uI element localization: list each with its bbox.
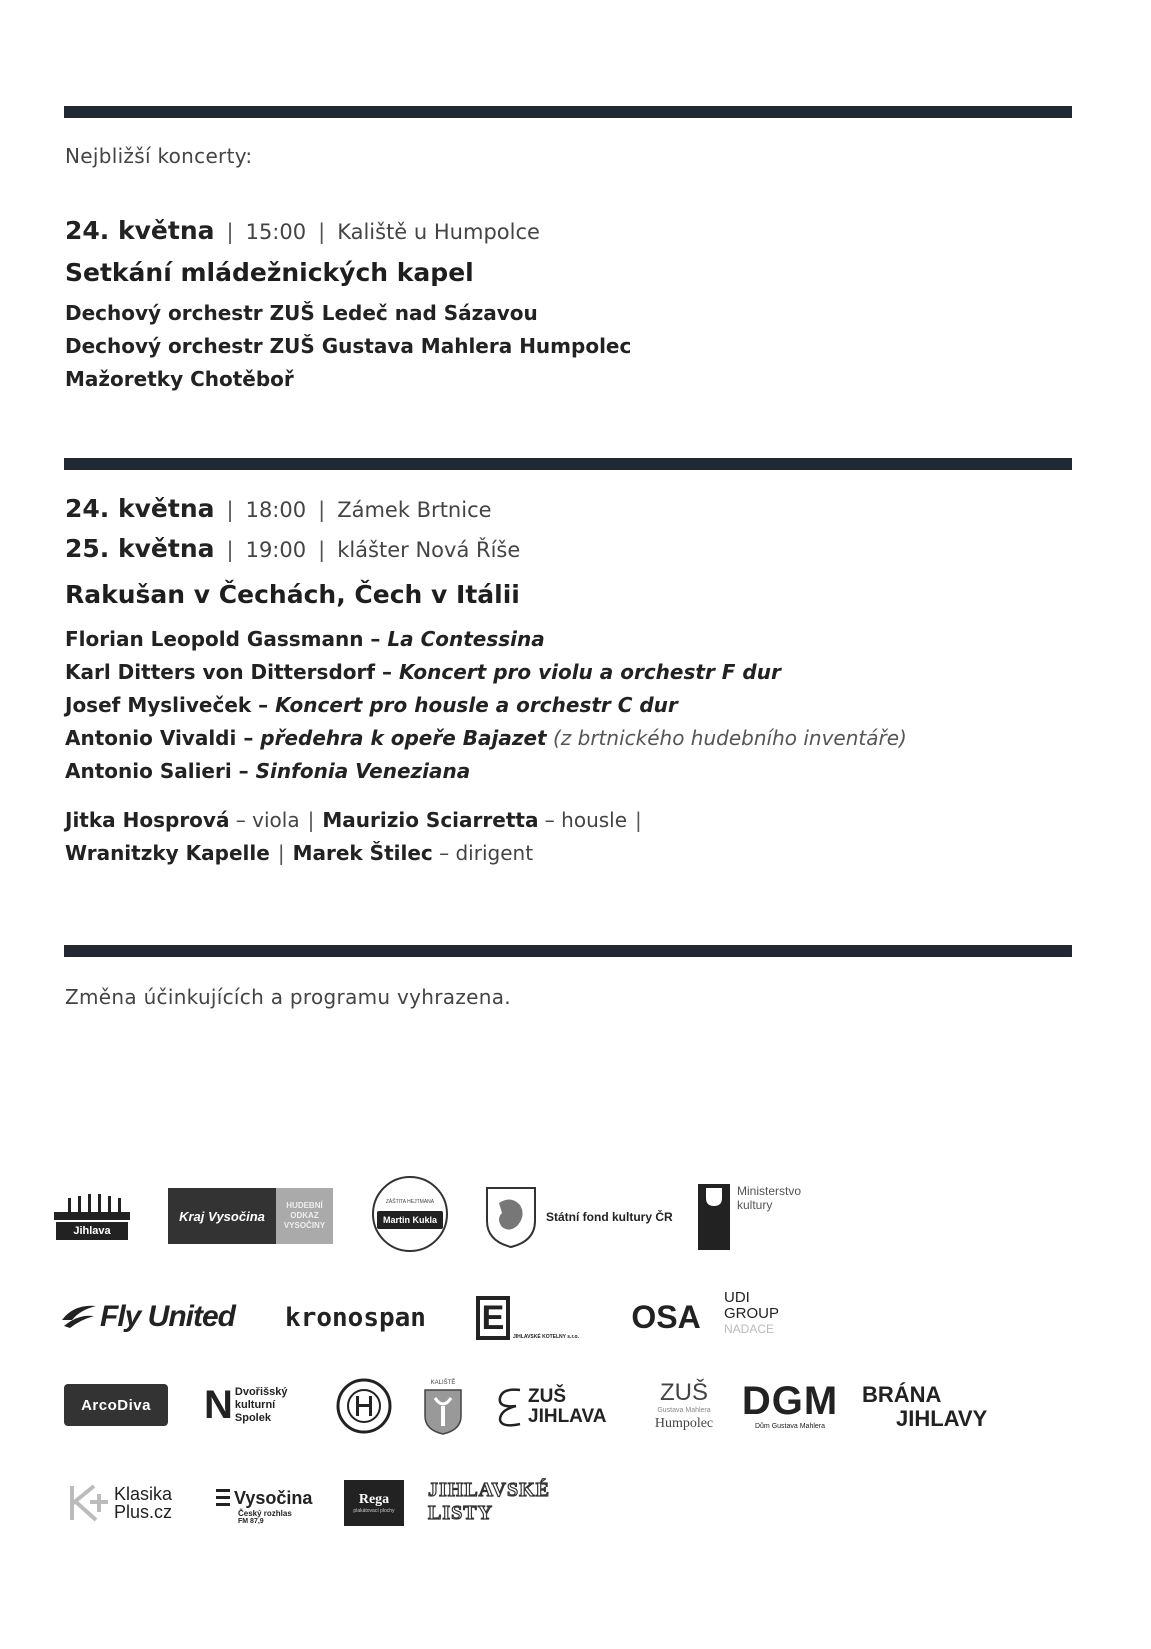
dks-text <box>235 1386 288 1425</box>
jk-label: JIHLAVSKÉ KOTELNY s.r.o. <box>513 1334 579 1340</box>
dks-label-1: Dvořišský <box>234 1385 288 1398</box>
logo-osa <box>626 1298 706 1336</box>
kukla-ring-label: ZÁŠTITA HEJTMANA <box>385 1199 435 1205</box>
disclaimer: Změna účinkujících a programu vyhrazena. <box>65 985 511 1009</box>
brana-label-2: JIHLAVY <box>896 1406 988 1431</box>
udi-label-2: GROUP <box>724 1305 780 1322</box>
dks-label-2: kulturní <box>234 1398 276 1411</box>
separator: | <box>635 808 642 832</box>
piece: předehra k opeře Bajazet <box>260 726 547 750</box>
concert-2-dateline-2 <box>65 534 907 574</box>
logo-kronospan <box>268 1300 443 1336</box>
concert-1-place: Kaliště u Humpolce <box>337 220 540 244</box>
logo-round-seal <box>336 1378 392 1434</box>
concert-2-place-2: klášter Nová Říše <box>337 538 521 562</box>
kaliste-shield-icon <box>423 1388 463 1436</box>
jihlava-crest-icon <box>54 1190 130 1222</box>
concert-1-time: 15:00 <box>245 220 307 244</box>
piece: Koncert pro housle a orchestr C dur <box>275 693 678 717</box>
performer: Mažoretky Chotěboř <box>65 367 294 391</box>
logo-klasika-plus <box>66 1480 194 1526</box>
dash: – <box>236 726 261 750</box>
kukla-label: Martin Kukla <box>377 1211 443 1229</box>
logo-kaliste <box>420 1378 466 1438</box>
separator: | <box>307 808 315 832</box>
concert-2-date-2: 25. května <box>65 534 215 563</box>
separator: | <box>318 498 326 522</box>
logo-dgm <box>741 1378 839 1434</box>
zus-jihlava-label-2: JIHLAVA <box>528 1406 607 1427</box>
vys-label-2: Český rozhlas <box>238 1508 292 1518</box>
concert-1-title: Setkání mládežnických kapel <box>65 258 474 287</box>
klasika-text <box>114 1485 172 1521</box>
zus-jihlava-icon <box>494 1384 524 1430</box>
logo-udi-group <box>724 1284 814 1342</box>
composer: Florian Leopold Gassmann <box>65 627 364 651</box>
concert-2-time-1: 18:00 <box>245 498 307 522</box>
kraj-label: Kraj Vysočina <box>179 1208 265 1224</box>
separator: | <box>226 220 234 244</box>
separator: | <box>226 498 234 522</box>
osa-label: OSA <box>631 1298 701 1335</box>
udi-label-3: NADACE <box>724 1322 775 1336</box>
lion-shield-icon <box>484 1185 538 1249</box>
vys-label-3: FM 87,9 <box>238 1517 264 1525</box>
performer: Dechový orchestr ZUŠ Ledeč nad Sázavou <box>65 301 538 325</box>
concert-1 <box>65 216 631 396</box>
jihlava-label: Jihlava <box>56 1222 128 1240</box>
separator: | <box>226 538 234 562</box>
klasika-label-2: Plus.cz <box>114 1502 173 1522</box>
artist-name: Jitka Hosprová <box>65 808 230 832</box>
middle-divider <box>64 458 1072 470</box>
zus-humpolec-label-3: Humpolec <box>654 1416 714 1431</box>
logo-jihlavske-listy <box>428 1479 618 1524</box>
ministry-text <box>737 1184 801 1212</box>
composer: Josef Mysliveček <box>65 693 252 717</box>
separator: | <box>277 841 285 865</box>
artist-name: Wranitzky Kapelle <box>65 841 270 865</box>
zus-humpolec-label-1: ZUŠ <box>660 1379 708 1406</box>
vys-label-1: Vysočina <box>234 1487 313 1508</box>
intro-text: Nejbližší koncerty: <box>65 144 253 168</box>
logo-jihlava <box>52 1180 132 1240</box>
performer: Dechový orchestr ZUŠ Gustava Mahlera Humpolec <box>65 334 632 358</box>
artists-line-2 <box>65 837 907 870</box>
logo-statni-fond-kultury <box>484 1184 684 1250</box>
logo-arcodiva <box>64 1384 168 1426</box>
dgm-label: DGM <box>741 1379 839 1423</box>
kaliste-label: KALIŠTĚ <box>430 1380 456 1386</box>
cro-vysocina-title <box>216 1488 312 1509</box>
udi-label-1: UDI <box>724 1289 750 1306</box>
fly-united-swoosh-icon <box>60 1302 98 1332</box>
program-item <box>65 689 907 722</box>
concert-1-dateline <box>65 216 631 256</box>
zus-jihlava-label-1: ZUŠ <box>528 1386 566 1407</box>
rega-sub-label: plakátovací plochy <box>353 1508 395 1514</box>
composer: Karl Ditters von Dittersdorf <box>65 660 376 684</box>
bottom-divider <box>64 945 1072 957</box>
piece: Koncert pro violu a orchestr F dur <box>399 660 781 684</box>
zus-humpolec-label-2: Gustava Mahlera <box>657 1407 711 1414</box>
program-item <box>65 623 907 656</box>
dash: – <box>251 693 276 717</box>
program-item <box>65 656 907 689</box>
arcodiva-label: ArcoDiva <box>81 1396 151 1414</box>
logo-cro-vysocina <box>216 1478 328 1534</box>
separator: | <box>318 220 326 244</box>
composer: Antonio Vivaldi <box>65 726 237 750</box>
program-item <box>65 722 907 755</box>
kraj-side-label: HUDEBNÍ ODKAZ VYSOČINY <box>276 1188 333 1244</box>
dash: – <box>363 627 388 651</box>
piece: Sinfonia Veneziana <box>255 759 471 783</box>
artist-role: – viola <box>229 808 300 832</box>
jk-letter: E <box>476 1296 510 1340</box>
artist-role: – housle <box>538 808 628 832</box>
rega-label: Rega <box>358 1492 390 1507</box>
composer: Antonio Salieri <box>65 759 232 783</box>
dgm-sub-label: Dům Gustava Mahlera <box>754 1423 826 1430</box>
artist-role: – dirigent <box>432 841 534 865</box>
ministry-emblem-icon <box>698 1184 730 1250</box>
brana-label-1: BRÁNA <box>862 1382 942 1407</box>
logo-jihlavske-kotelny <box>476 1290 601 1340</box>
dks-letter: N <box>204 1383 233 1427</box>
concert-2-place-1: Zámek Brtnice <box>337 498 492 522</box>
dks-label-3: Spolek <box>234 1411 271 1424</box>
piece: La Contessina <box>387 627 545 651</box>
logo-martin-kukla <box>372 1176 448 1252</box>
ministry-label-1: Ministerstvo <box>737 1184 802 1198</box>
separator: | <box>318 538 326 562</box>
club-seal-icon <box>336 1378 392 1434</box>
kronospan-label: kronospan <box>285 1303 426 1333</box>
concert-2-date-1: 24. května <box>65 494 215 523</box>
logo-ministerstvo-kultury <box>698 1184 828 1252</box>
klasika-label-1: Klasika <box>114 1484 173 1504</box>
radio-bars-icon <box>216 1489 230 1507</box>
concert-2 <box>65 494 907 870</box>
program-item <box>65 755 907 788</box>
logo-zus-humpolec <box>644 1378 724 1434</box>
logo-zus-jihlava <box>494 1382 622 1432</box>
dash: – <box>231 759 256 783</box>
logo-kraj-vysocina <box>168 1188 333 1244</box>
klasika-k-icon <box>66 1482 110 1524</box>
logo-rega <box>344 1480 404 1526</box>
artists-line-1 <box>65 804 907 837</box>
artist-name: Marek Štilec <box>292 841 433 865</box>
ministry-label-2: kultury <box>737 1198 773 1212</box>
fly-united-label: Fly United <box>100 1300 236 1333</box>
piece-note: (z brtnického hudebního inventáře) <box>546 726 907 750</box>
listy-label: JIHLAVSKÉ LISTY <box>428 1479 551 1524</box>
concert-2-dateline-1 <box>65 494 907 534</box>
concert-2-title: Rakušan v Čechách, Čech v Itálii <box>65 580 520 609</box>
concert-2-time-2: 19:00 <box>245 538 307 562</box>
logo-brana-jihlavy <box>862 1382 998 1432</box>
artist-name: Maurizio Sciarretta <box>322 808 539 832</box>
zus-jihlava-text <box>528 1387 606 1427</box>
top-divider <box>64 106 1072 118</box>
concert-1-date: 24. května <box>65 216 215 245</box>
dash: – <box>375 660 399 684</box>
logo-fly-united <box>60 1294 240 1340</box>
logo-dvorissky-spolek <box>204 1380 314 1430</box>
sfk-label: Státní fond kultury ČR <box>546 1210 673 1224</box>
